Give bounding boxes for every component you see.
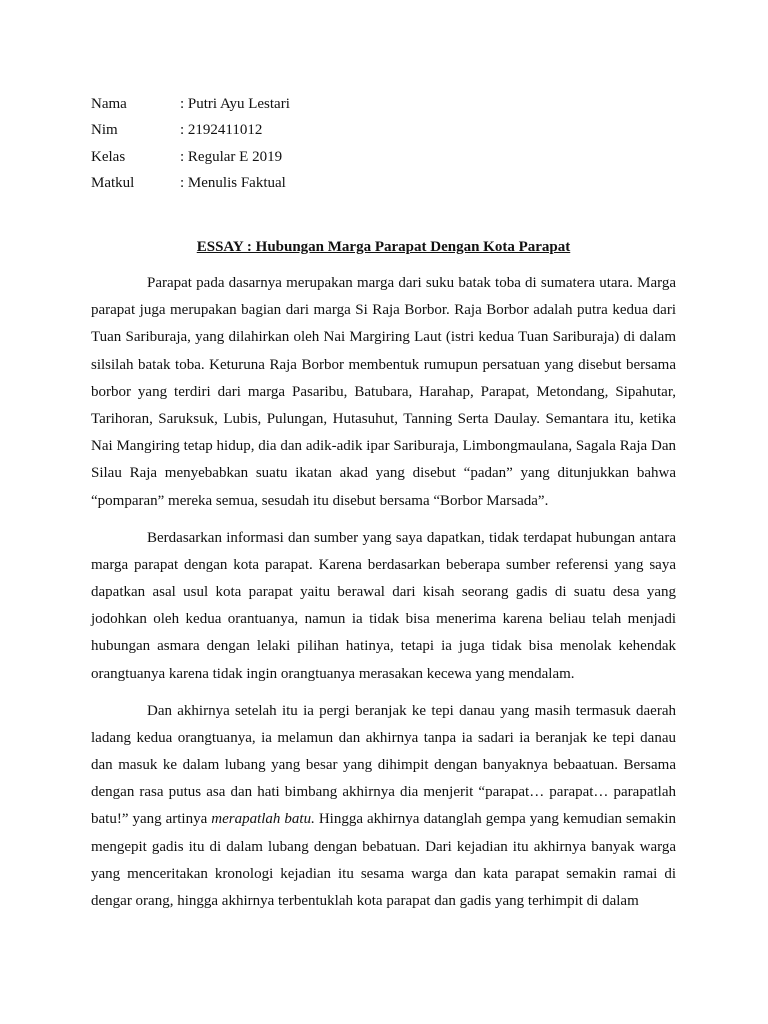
student-info bbox=[91, 91, 290, 197]
info-value: : Putri Ayu Lestari bbox=[180, 96, 290, 112]
paragraph: Parapat pada dasarnya merupakan marga dari suku batak toba di sumatera utara. Marga parapat juga merupakan bagian dari marga Si Raja Borbor. Raja Borbor adalah putra kedua dari Tuan Sariburaja, yang dilahirkan oleh Nai Margiring Laut (istri kedua Tuan Sariburaja) di dalam silsilah batak toba. Keturuna Raja Borbor membentuk rumupun persatuan yang disebut bersama borbor yang terdiri dari marga Pasaribu, Batubara, Harahap, Parapat, Metondang, Sipahutar, Tarihoran, Saruksuk, Lubis, Pulungan, Hutasuhut, Tanning Serta Daulay. Semantara itu, ketika Nai Mangiring tetap hidup, dia dan adik-adik ipar Sariburaja, Limbongmaulana, Sagala Raja Dan Silau Raja menyebabkan suatu ikatan akad yang disebut “padan” yang ditunjukkan bahwa “pomparan” mereka semua, sesudah itu disebut bersama “Borbor Marsada”. bbox=[91, 275, 676, 509]
info-value: : 2192411012 bbox=[180, 122, 263, 139]
info-label: Nama bbox=[91, 96, 127, 112]
info-row-nim bbox=[91, 117, 290, 143]
info-value: : Menulis Faktual bbox=[180, 175, 286, 192]
italic-phrase: merapatlah batu. bbox=[211, 811, 315, 828]
info-label: Nim bbox=[91, 122, 118, 139]
paragraph bbox=[91, 698, 676, 916]
info-row-course bbox=[91, 170, 290, 196]
info-label: Kelas bbox=[91, 148, 126, 165]
paragraph: Berdasarkan informasi dan sumber yang saya dapatkan, tidak terdapat hubungan antara marga parapat dengan kota parapat. Karena berdasarkan beberapa sumber referensi yang saya dapatkan asal usul kota parapat yaitu berawal dari kisah seorang gadis di suatu desa yang jodohkan oleh kedua orantuanya, namun ia tidak bisa menerima karena beliau telah menjadi hubungan asmara dengan lelaki pilihan hatinya, tetapi ia juga tidak bisa menolak kehendak orangtuanya karena tidak ingin orangtuanya merasakan kecewa yang mendalam. bbox=[91, 529, 676, 682]
essay-title: ESSAY : Hubungan Marga Parapat Dengan Kota Parapat bbox=[196, 239, 571, 255]
info-row-name bbox=[91, 91, 290, 117]
info-label: Matkul bbox=[91, 175, 135, 192]
paragraph-text: Dan akhirnya setelah itu ia pergi beranjak ke tepi danau yang masih termasuk daerah ladang kedua orangtuanya, ia melamun dan akhirnya tanpa ia sadari ia beranjak ke tepi danau dan masuk ke dalam lubang yang besar yang dihimpit dengan banyaknya bebaatuan. Bersama dengan rasa putus asa dan hati bimbang akhirnya dia menjerit “parapat… parapat… parapatlah batu!” yang artinya bbox=[91, 702, 676, 828]
info-value: : Regular E 2019 bbox=[180, 148, 283, 165]
paragraph-text: Hingga akhirnya datanglah gempa yang kemudian semakin mengepit gadis itu di dalam lubang dengan bebatuan. Dari kejadian itu akhirnya banyak warga yang menceritakan kronologi kejadian itu sesama warga dan kata parapat semakin ramai di dengar orang, hingga akhirnya terbentuklah kota parapat dan gadis yang terhimpit di dalam bbox=[91, 811, 676, 910]
info-row-class bbox=[91, 144, 290, 170]
essay-body bbox=[91, 270, 676, 925]
